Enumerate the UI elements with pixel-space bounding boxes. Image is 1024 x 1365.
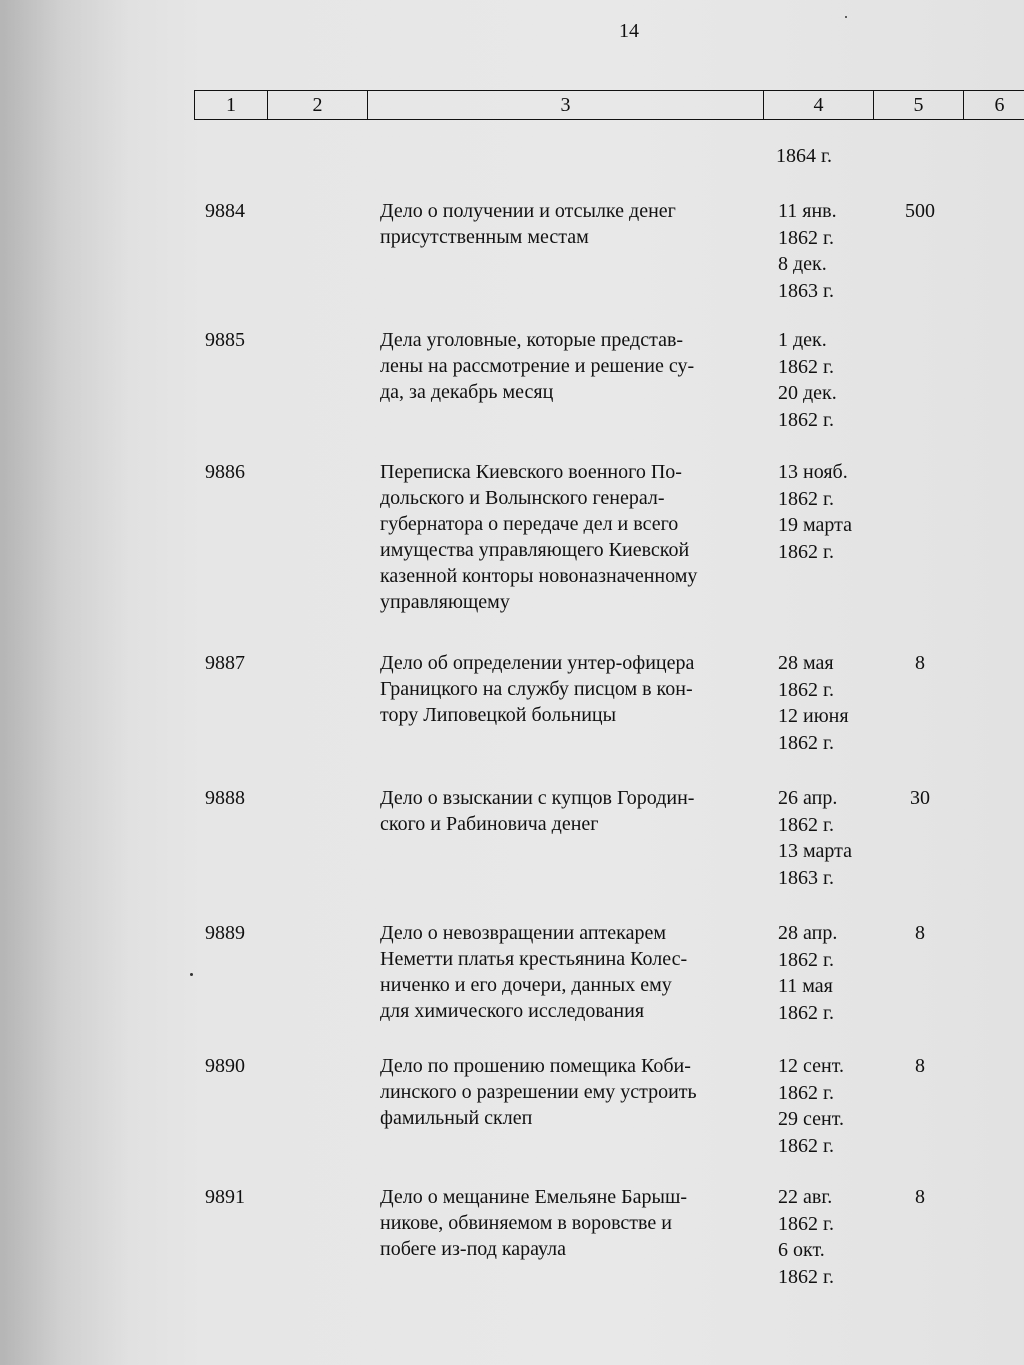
date-line: 1862 г. <box>778 813 834 836</box>
title-line: Переписка Киевского военного По- <box>380 461 682 483</box>
title-line: казенной конторы новоназначенному <box>380 565 698 587</box>
record-dates <box>778 785 852 891</box>
date-line: 11 мая <box>778 975 833 997</box>
sheet-count: 8 <box>915 1055 925 1077</box>
record-title <box>380 459 760 615</box>
title-line: Дела уголовные, которые представ- <box>380 329 684 351</box>
date-line: 22 авг. <box>778 1186 833 1208</box>
record-dates <box>778 1053 844 1159</box>
date-line: 1862 г. <box>778 408 834 431</box>
date-line: 12 июня <box>778 705 849 727</box>
date-line: 19 марта <box>778 514 852 536</box>
title-line: Дело о получении и отсылке денег <box>380 200 676 222</box>
title-line: фамильный склеп <box>380 1107 533 1129</box>
title-line: Дело о мещанине Емельяне Барыш- <box>380 1186 688 1208</box>
sheet-count: 8 <box>915 1186 925 1208</box>
record-number: 9885 <box>205 329 245 351</box>
title-line: дольского и Волынского генерал- <box>380 487 665 509</box>
date-line: 1862 г. <box>778 540 834 563</box>
date-line: 1862 г. <box>778 948 834 971</box>
record-title <box>380 198 760 250</box>
record-title <box>380 650 760 728</box>
record-title <box>380 1184 760 1262</box>
title-line: лены на рассмотрение и решение су- <box>380 355 695 377</box>
date-line: 6 окт. <box>778 1239 825 1261</box>
title-line: Дело о взыскании с купцов Городин- <box>380 787 695 809</box>
title-line: ниченко и его дочери, данных ему <box>380 974 672 996</box>
record-dates <box>778 1184 834 1290</box>
date-line: 11 янв. <box>778 200 837 222</box>
date-line: 1862 г. <box>778 1134 834 1157</box>
date-line: 13 нояб. <box>778 461 848 483</box>
title-line: тору Липовецкой больницы <box>380 704 617 726</box>
record-number: 9889 <box>205 922 245 944</box>
column-header-6: 6 <box>994 94 1005 116</box>
page-shadow <box>0 0 130 1365</box>
date-line: 1862 г. <box>778 678 834 701</box>
date-line: 20 дек. <box>778 382 837 404</box>
record-number: 9884 <box>205 200 245 222</box>
title-line: Дело о невозвращении аптекарем <box>380 922 666 944</box>
paper-speck <box>845 16 847 18</box>
sheet-count: 500 <box>905 200 935 222</box>
date-line: 13 марта <box>778 840 852 862</box>
date-line: 1 дек. <box>778 329 827 351</box>
date-line: 1862 г. <box>778 1265 834 1288</box>
column-header-3: 3 <box>368 91 764 119</box>
record-dates <box>778 327 837 433</box>
title-line: Неметти платья крестьянина Колес- <box>380 948 688 970</box>
title-line: для химического исследования <box>380 1000 645 1022</box>
record-title <box>380 1053 760 1131</box>
sheet-count: 8 <box>915 652 925 674</box>
record-dates <box>778 459 852 565</box>
date-line: 29 сент. <box>778 1108 844 1130</box>
title-line: побеге из-под караула <box>380 1238 567 1260</box>
date-line: 1862 г. <box>778 487 834 510</box>
column-header-2: 2 <box>268 91 368 119</box>
column-header-row <box>194 90 1024 120</box>
title-line: управляющему <box>380 591 510 613</box>
sheet-count: 8 <box>915 922 925 944</box>
title-line: никове, обвиняемом в воровстве и <box>380 1212 672 1234</box>
paper-speck <box>190 973 193 976</box>
date-line: 1862 г. <box>778 731 834 754</box>
date-line: 28 мая <box>778 652 834 674</box>
date-line: 1863 г. <box>778 866 834 889</box>
carry-over-date: 1864 г. <box>776 145 832 167</box>
date-line: 12 сент. <box>778 1055 844 1077</box>
record-dates <box>778 650 849 756</box>
title-line: да, за декабрь месяц <box>380 381 554 403</box>
record-number: 9887 <box>205 652 245 674</box>
date-line: 1862 г. <box>778 1212 834 1235</box>
column-header-1: 1 <box>195 91 268 119</box>
page-number: 14 <box>619 20 639 42</box>
record-number: 9886 <box>205 461 245 483</box>
record-dates <box>778 920 837 1026</box>
title-line: имущества управляющего Киевской <box>380 539 690 561</box>
date-line: 1863 г. <box>778 279 834 302</box>
record-number: 9888 <box>205 787 245 809</box>
column-header-5: 5 <box>874 91 964 119</box>
date-line: 28 апр. <box>778 922 838 944</box>
record-title <box>380 785 760 837</box>
date-line: 26 апр. <box>778 787 838 809</box>
record-title <box>380 920 760 1024</box>
date-line: 1862 г. <box>778 226 834 249</box>
record-title <box>380 327 760 405</box>
record-number: 9890 <box>205 1055 245 1077</box>
title-line: ского и Рабиновича денег <box>380 813 599 835</box>
title-line: Границкого на службу писцом в кон- <box>380 678 693 700</box>
date-line: 8 дек. <box>778 253 827 275</box>
title-line: присутственным местам <box>380 226 589 248</box>
column-header-4: 4 <box>764 91 874 119</box>
date-line: 1862 г. <box>778 1081 834 1104</box>
title-line: губернатора о передаче дел и всего <box>380 513 679 535</box>
title-line: линского о разрешении ему устроить <box>380 1081 697 1103</box>
title-line: Дело об определении унтер-офицера <box>380 652 695 674</box>
record-number: 9891 <box>205 1186 245 1208</box>
record-dates <box>778 198 837 304</box>
sheet-count: 30 <box>910 787 930 809</box>
date-line: 1862 г. <box>778 1001 834 1024</box>
title-line: Дело по прошению помещика Коби- <box>380 1055 691 1077</box>
date-line: 1862 г. <box>778 355 834 378</box>
